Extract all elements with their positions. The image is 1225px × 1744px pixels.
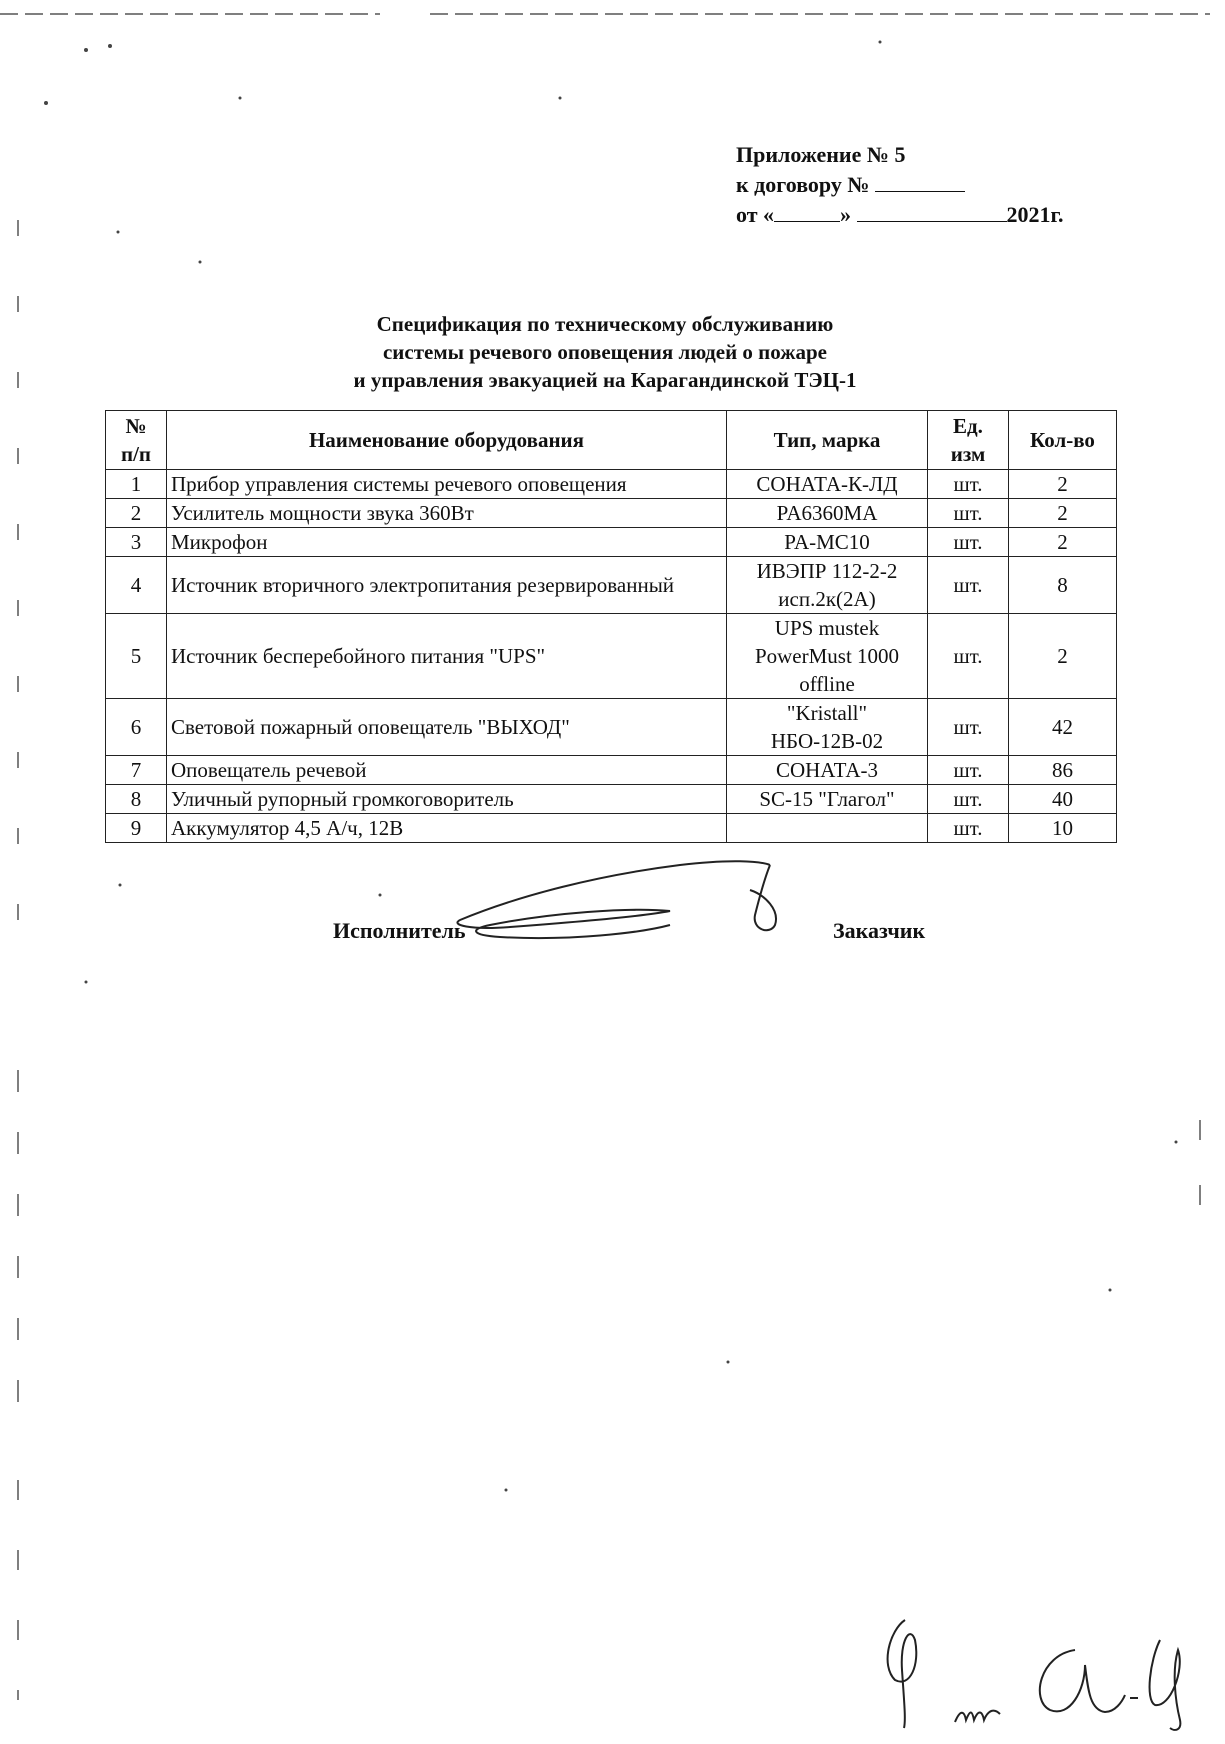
header-type: Тип, марка xyxy=(727,411,928,470)
table-header-row xyxy=(106,411,1117,470)
specification-table xyxy=(105,410,1117,843)
date-month-blank xyxy=(857,203,1007,222)
table-row: 8 Уличный рупорный громкоговоритель SC-15 "Глагол" шт. 40 xyxy=(106,785,1117,814)
table-row: 7 Оповещатель речевой СОНАТА-3 шт. 86 xyxy=(106,756,1117,785)
header-unit: Ед. изм xyxy=(928,411,1009,470)
date-day-blank xyxy=(774,203,840,222)
contract-number-blank xyxy=(875,173,965,192)
appendix-header xyxy=(736,140,1064,230)
table-row: 9 Аккумулятор 4,5 А/ч, 12В шт. 10 xyxy=(106,814,1117,843)
header-quantity: Кол-во xyxy=(1009,411,1117,470)
table-row: 6 Световой пожарный оповещатель "ВЫХОД" "Kristall" НБО-12В-02 шт. 42 xyxy=(106,699,1117,756)
table-row: 1 Прибор управления системы речевого оповещения СОНАТА-К-ЛД шт. 2 xyxy=(106,470,1117,499)
handwritten-signature xyxy=(430,855,810,965)
customer-label: Заказчик xyxy=(833,918,926,943)
executor-label: Исполнитель xyxy=(333,918,466,943)
contract-number-line: к договору № xyxy=(736,170,1064,200)
appendix-number: Приложение № 5 xyxy=(736,142,906,167)
header-number: № п/п xyxy=(106,411,167,470)
table-row: 3 Микрофон PA-MC10 шт. 2 xyxy=(106,528,1117,557)
header-name: Наименование оборудования xyxy=(167,411,727,470)
table-row: 5 Источник бесперебойного питания "UPS" UPS mustek PowerMust 1000 offline шт. 2 xyxy=(106,614,1117,699)
table-row: 2 Усилитель мощности звука 360Вт PA6360MA шт. 2 xyxy=(106,499,1117,528)
contract-date-line: от « » 2021г. xyxy=(736,202,1064,227)
document-title: Спецификация по техническому обслуживанию системы речевого оповещения людей о пожаре и управления эвакуацией на Карагандинской ТЭЦ-1 xyxy=(353,312,857,392)
table-row: 4 Источник вторичного электропитания резервированный ИВЭПР 112-2-2 исп.2к(2А) шт. 8 xyxy=(106,557,1117,614)
page-initials xyxy=(860,1610,1200,1735)
